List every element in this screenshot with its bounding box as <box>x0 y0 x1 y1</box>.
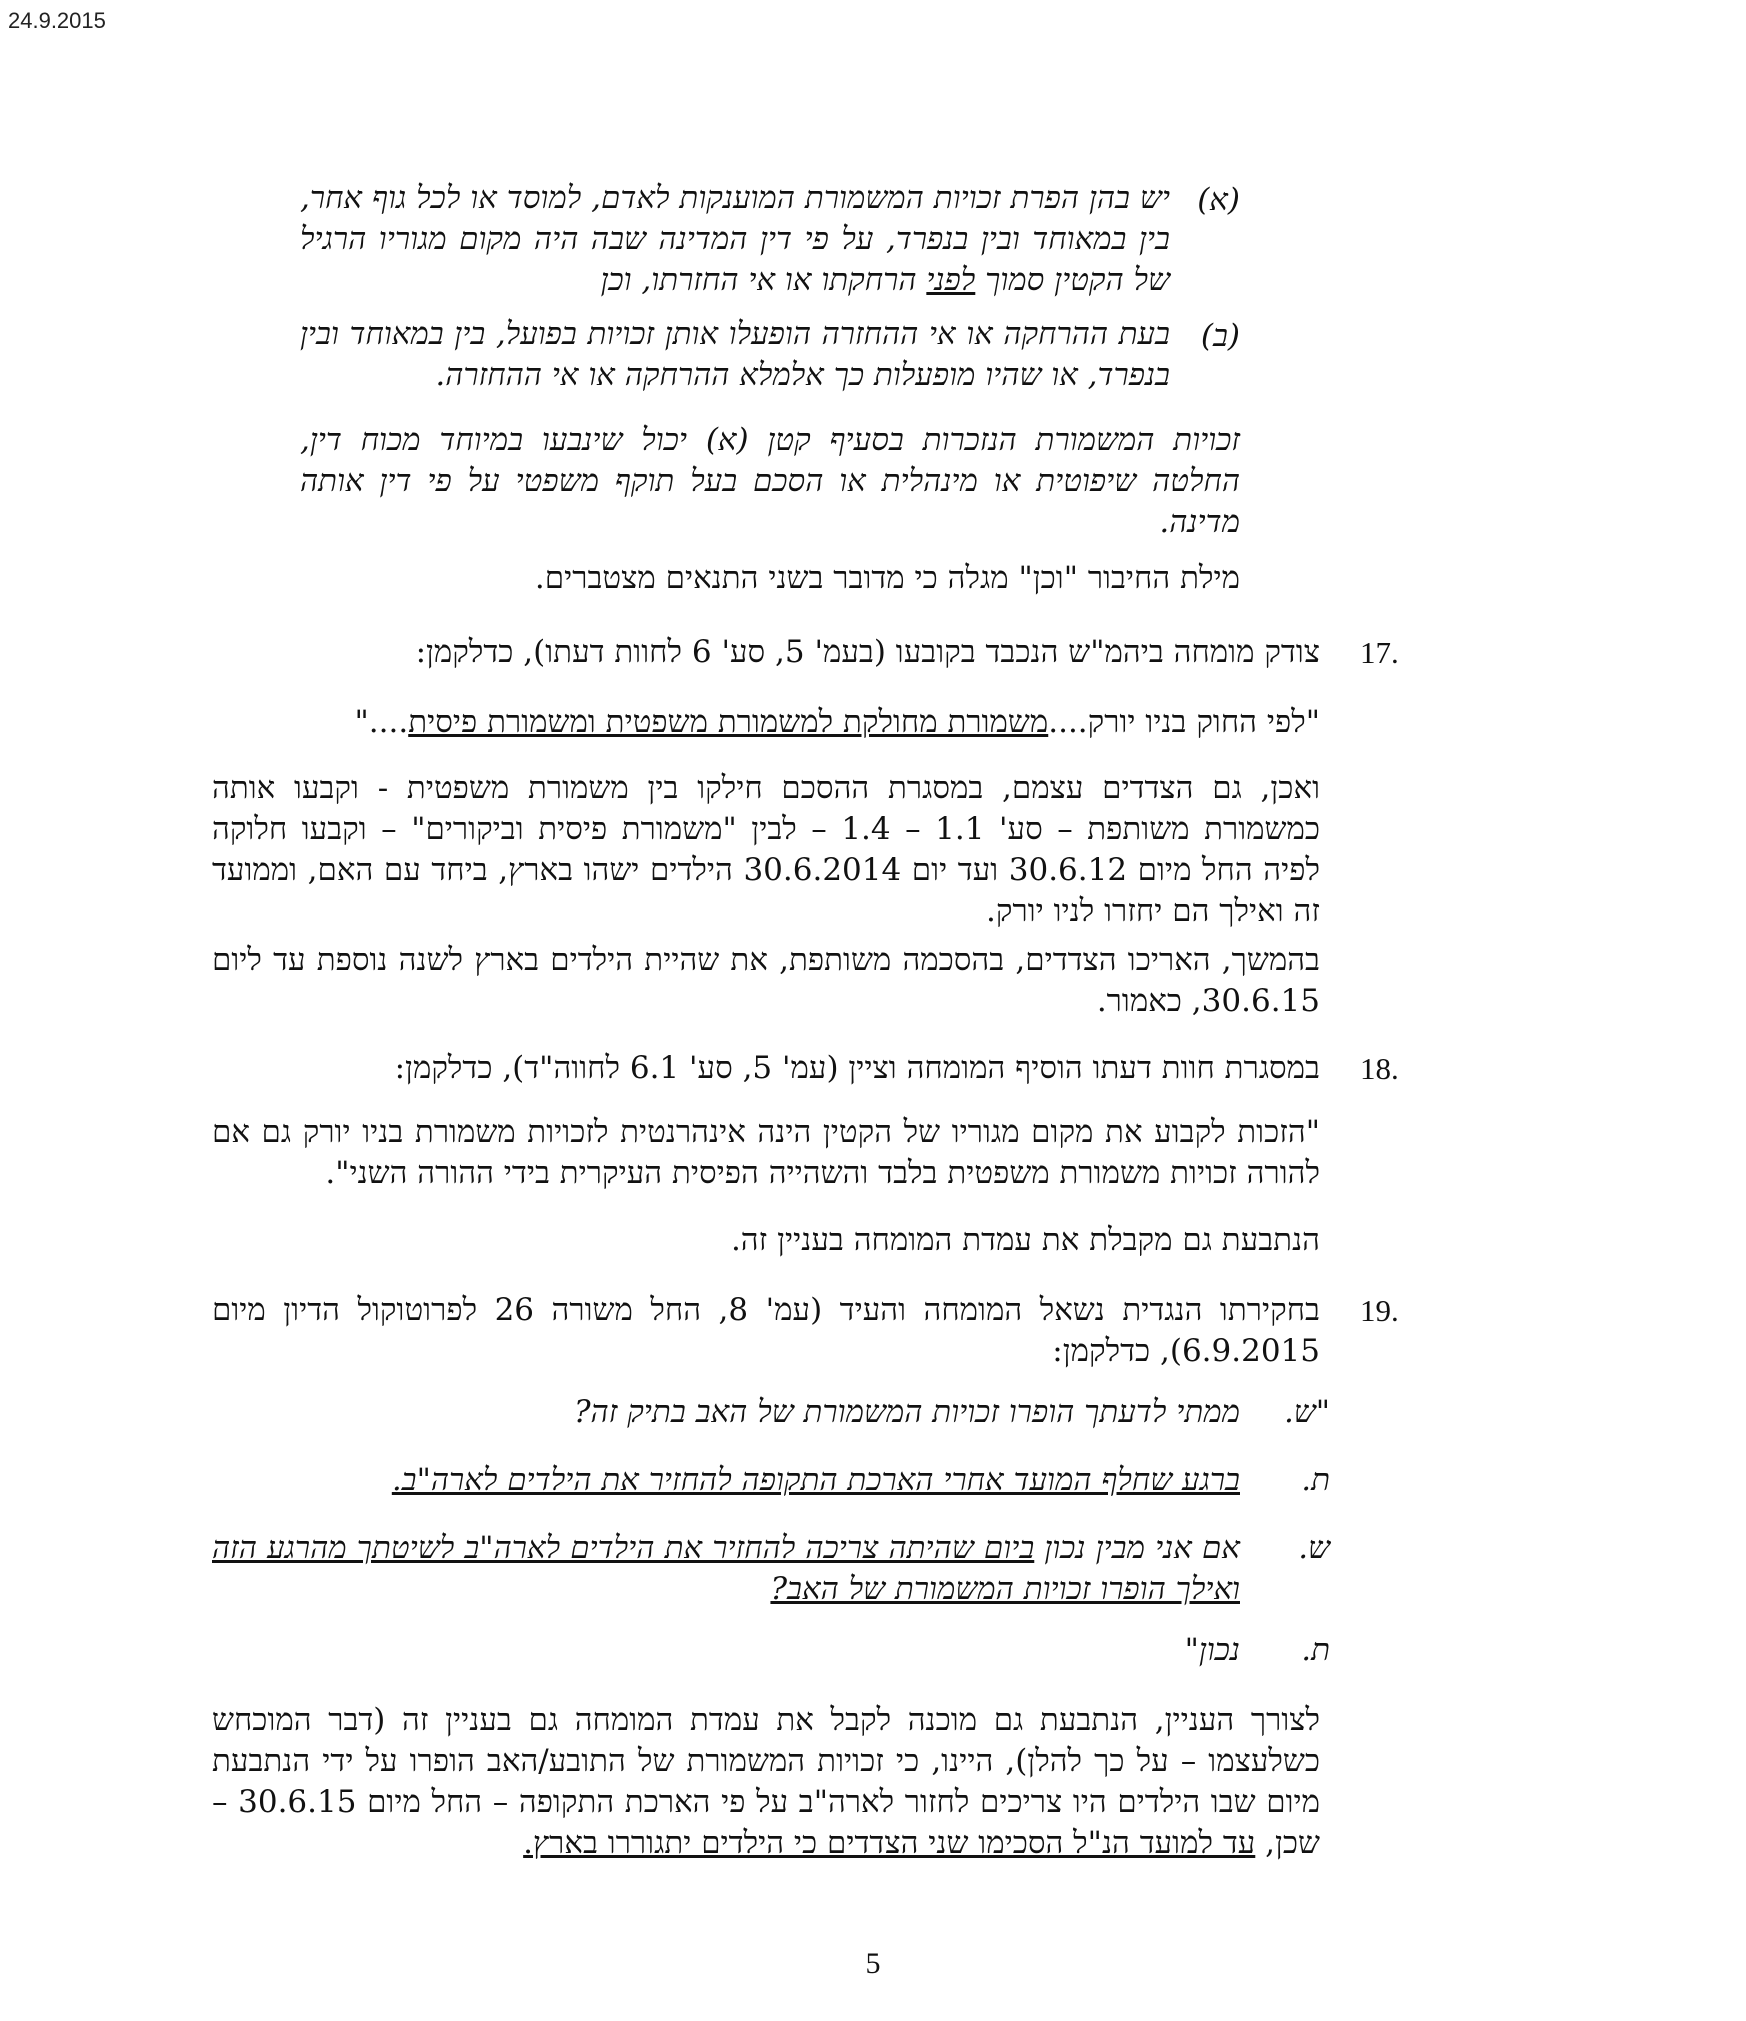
qa-label-4: ת. <box>1301 1632 1330 1668</box>
qa-text-2: ברגע שחלף המועד אחרי הארכת התקופה להחזיר את הילדים לארה"ב. <box>391 1462 1240 1498</box>
quote-continuation: זכויות המשמורת הנזכרות בסעיף קטן (א) יכול שינבעו במיוחד מכוח דין, החלטה שיפוטית או מינהלית או הסכם בעל תוקף משפטי על פי דין אותה מדינה. <box>300 422 1240 540</box>
section-19-para-text: לצורך העניין, הנתבעת גם מוכנה לקבל את עמדת המומחה גם בעניין זה (דבר המוכחש כשלעצמו – על כך להלן), היינו, כי זכויות המשמורת של התובע/האב הופרו על ידי הנתבעת מיום שבו הילדים היו צריכים לחזור לארה"ב על פי הארכת התקופה – החל מיום 30.6.15 – שכן, <box>212 1702 1321 1861</box>
section-17-quote <box>300 702 1320 743</box>
conjunction-note: מילת החיבור "וכן" מגלה כי מדובר בשני התנאים מצטברים. <box>534 560 1240 596</box>
section-number-17: 17. <box>1360 635 1399 670</box>
qa-label-3: ש. <box>1298 1530 1330 1566</box>
qa-label-2: ת. <box>1301 1462 1330 1498</box>
qa-label-1: "ש. <box>1283 1394 1330 1430</box>
section-19-para-underlined: עד למועד הנ"ל הסכימו שני הצדדים כי הילדים יתגוררו בארץ. <box>523 1825 1256 1861</box>
qa-text-4: נכון" <box>1184 1632 1240 1668</box>
quote-item-a <box>300 178 1170 301</box>
quote-item-b: בעת ההרחקה או אי ההחזרה הופעלו אותן זכויות בפועל, בין במאוחד ובין בנפרד, או שהיו מופעלות כך אלמלא ההרחקה או אי ההחזרה. <box>300 316 1170 393</box>
quote-item-a-underlined: לפני <box>926 262 976 298</box>
section-19-para <box>212 1700 1320 1864</box>
document-date: 24.9.2015 <box>8 8 106 33</box>
section-18-intro: במסגרת חוות דעתו הוסיף המומחה וציין (עמ' 5, סע' 6.1 לחווה"ד), כדלקמן: <box>394 1050 1320 1086</box>
section-18-para: הנתבעת גם מקבלת את עמדת המומחה בעניין זה. <box>730 1222 1320 1258</box>
section-17-quote-text-2: ...." <box>354 704 409 740</box>
section-number-18: 18. <box>1360 1051 1399 1086</box>
section-19-intro: בחקירתו הנגדית נשאל המומחה והעיד (עמ' 8, החל משורה 26 לפרוטוקול הדיון מיום 6.9.2015), כדלקמן: <box>212 1292 1320 1369</box>
qa-text-1: ממתי לדעתך הופרו זכויות המשמורת של האב בתיק זה? <box>573 1394 1240 1430</box>
section-17-quote-underlined: משמורת מחולקת למשמורת משפטית ומשמורת פיסית <box>408 704 1049 740</box>
quote-item-a-text-1: יש בהן הפרת זכויות המשמורת המוענקות לאדם, למוסד או לכל גוף אחר, בין במאוחד ובין בנפרד, על פי דין המדינה שבה היה מקום מגוריו הרגיל של הקטין סמוך <box>300 180 1170 298</box>
item-label-b: (ב) <box>1200 318 1240 354</box>
section-17-intro: צודק מומחה ביהמ"ש הנכבד בקובעו (בעמ' 5, סע' 6 לחוות דעתו), כדלקמן: <box>415 634 1320 670</box>
page-number: 5 <box>865 1947 881 1980</box>
section-17-para-2: בהמשך, האריכו הצדדים, בהסכמה משותפת, את שהיית הילדים בארץ לשנה נוספת עד ליום 30.6.15, כאמור. <box>212 942 1320 1019</box>
item-label-a: (א) <box>1197 182 1240 218</box>
section-17-quote-text-1: "לפי החוק בניו יורק.... <box>1048 704 1320 740</box>
section-18-quote: "הזכות לקבוע את מקום מגוריו של הקטין הינה אינהרנטית לזכויות משמורת בניו יורק גם אם להורה זכויות משמורת משפטית בלבד והשהייה הפיסית העיקרית בידי ההורה השני". <box>212 1114 1320 1191</box>
qa-text-3 <box>212 1528 1240 1610</box>
qa-text-3-underlined: ביום שהיתה צריכה להחזיר את הילדים לארה"ב לשיטתך מהרגע הזה ואילך הופרו זכויות המשמורת של האב? <box>212 1530 1240 1607</box>
section-number-19: 19. <box>1360 1293 1399 1328</box>
quote-item-a-text-2: הרחקתו או אי החזרתו, וכן <box>600 262 927 298</box>
qa-text-3-part-1: אם אני מבין נכון <box>1034 1530 1240 1566</box>
section-17-para-1: ואכן, גם הצדדים עצמם, במסגרת ההסכם חילקו בין משמורת משפטית - וקבעו אותה כמשמורת משותפת – סע' 1.1 – 1.4 – לבין "משמורת פיסית וביקורים" – וקבעו חלוקה לפיה החל מיום 30.6.12 ועד יום 30.6.2014 הילדים ישהו בארץ, ביחד עם האם, וממועד זה ואילך הם יחזרו לניו יורק. <box>212 770 1320 929</box>
